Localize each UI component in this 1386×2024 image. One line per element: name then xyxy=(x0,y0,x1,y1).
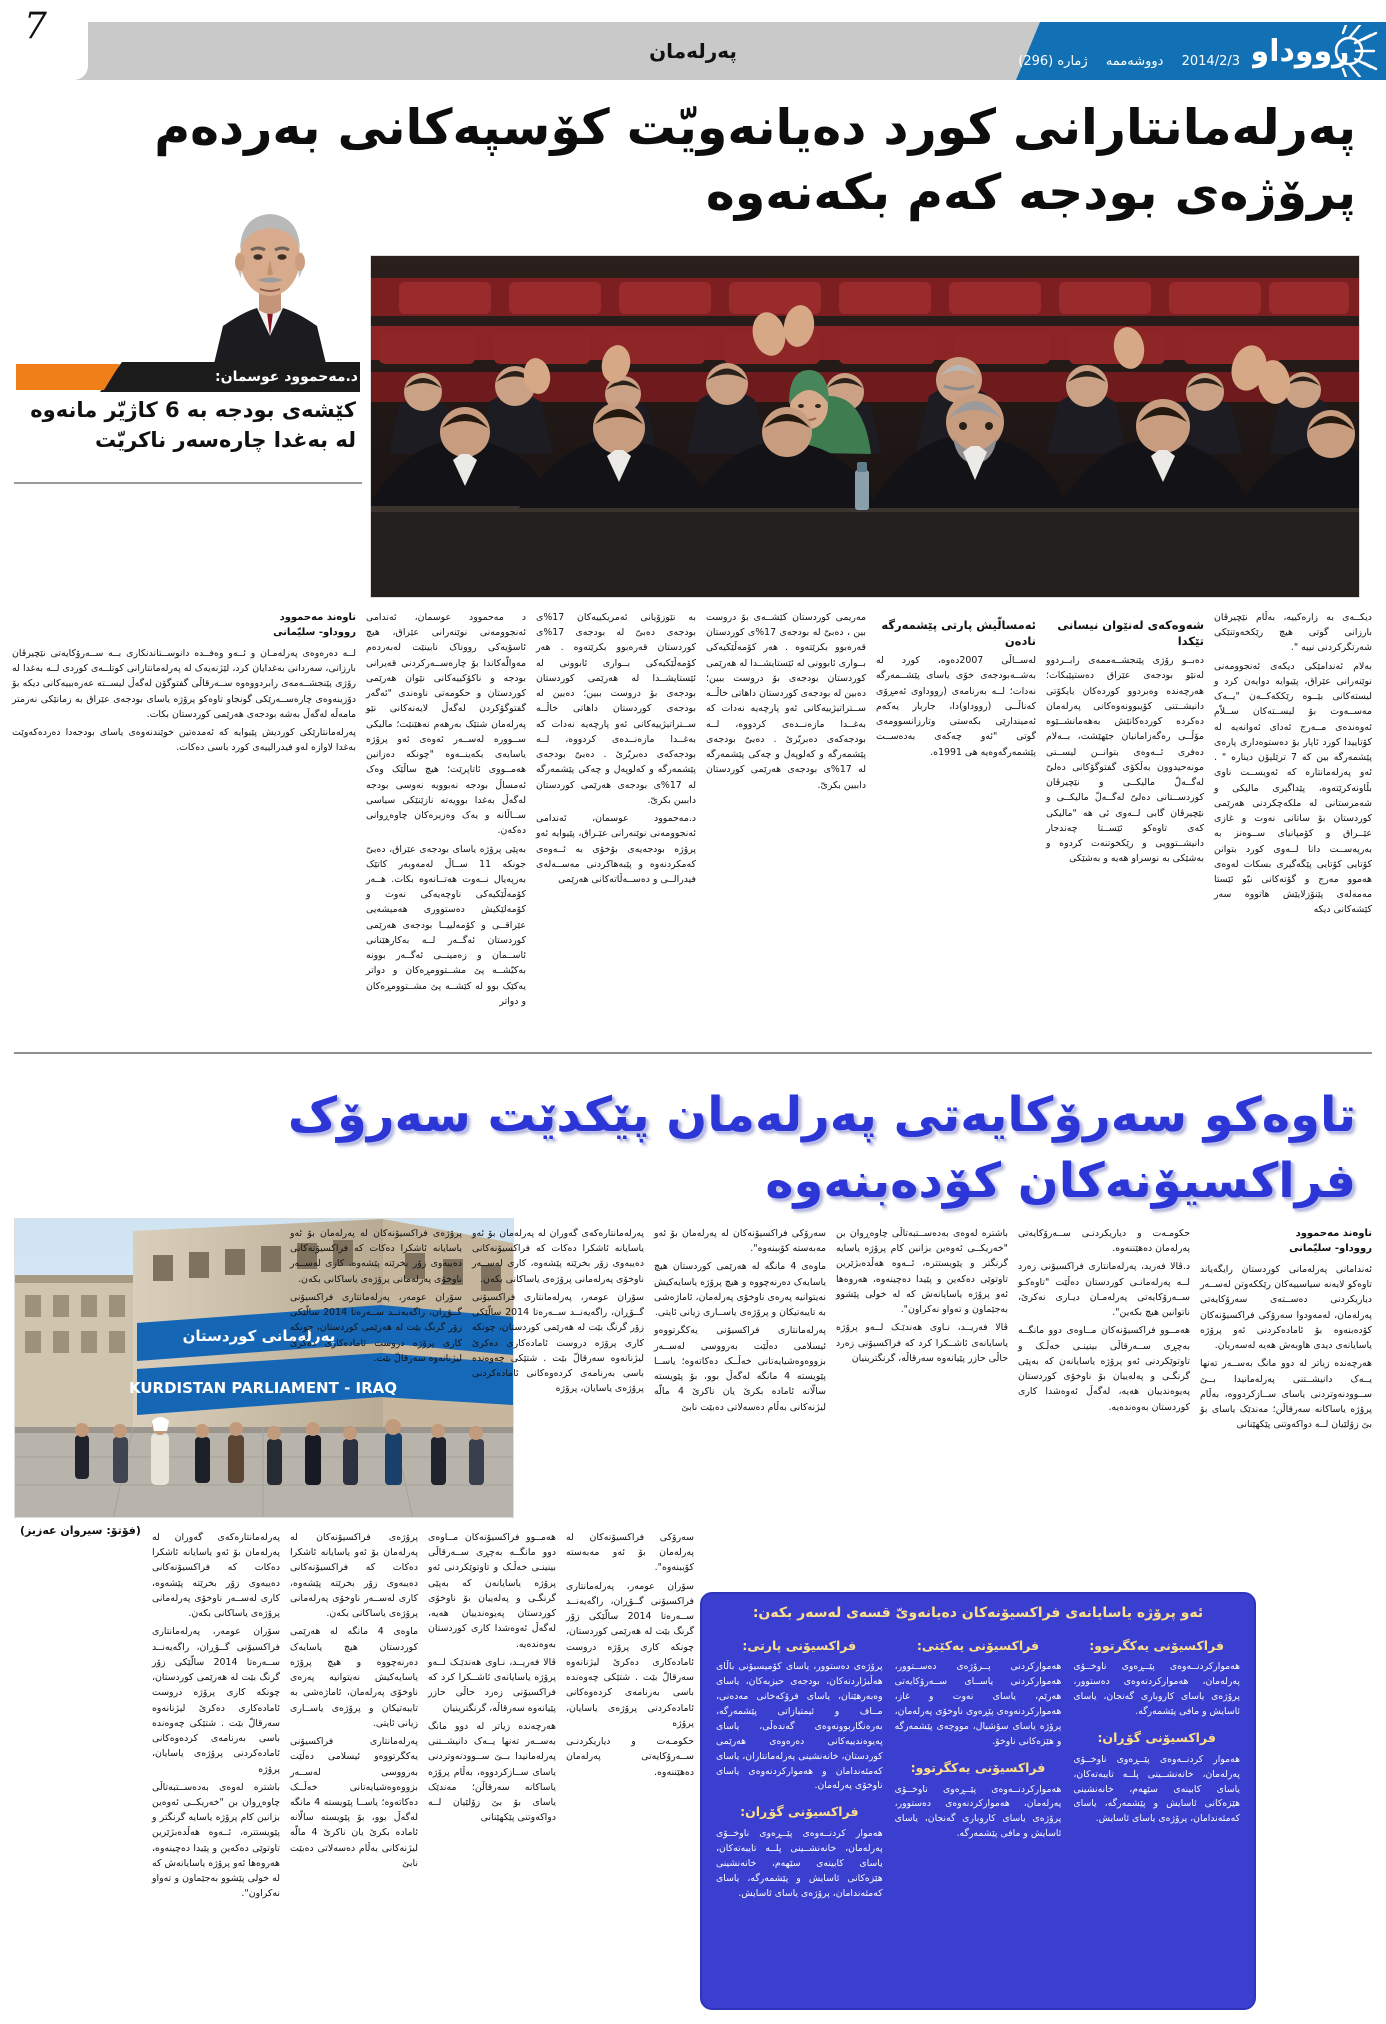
article1-col-7 xyxy=(1214,610,1372,916)
article1-col1-p2: پەرلەمانتارێکی کوردیش پێیوایە کە ئەمدەتین خوێندنەوەی یاسای بودجەدا دەردەکەوێت بەغدا لاوازە لەو فیدرالییەی کورد باسی دەکات. xyxy=(12,727,356,754)
article2-col-4 xyxy=(654,1226,826,1506)
article2-col6-p1: پرۆژەی فراکسیۆنەکان لە پەرلەمان بۆ ئەو یاسایانە ئاشکرا دەکات کە فراکسیۆنەکانی دەیبەوی زۆر بخرێتە پێشەوە، کاری لەســەر ناوخۆی پەرلەمانی پرۆژەی یاساکانی بکەن. xyxy=(290,1228,462,1285)
issue-date: 2014/2/3 xyxy=(1181,54,1240,69)
parliament-session-photo-svg xyxy=(370,256,1359,598)
infobox-heading-yekiti: فراکسیۆنی یەکێتی: xyxy=(916,1637,1040,1653)
article2-col3-p2: ڤالا فەریــد، نـاوی هەندێـک لــەو پرۆژە یاسایانەی ئاشــکرا کرد کە فراکسیۆنی زەرد حاڵی حازر پێیانەوە سەرقاڵە، گرنگترینیان xyxy=(836,1322,1008,1364)
article2-col-7 xyxy=(152,1530,280,2000)
infobox-heading-parti: فراکسیۆنی پارتی: xyxy=(742,1637,857,1653)
article2-col-2 xyxy=(1018,1226,1190,1506)
article2-col-1 xyxy=(1200,1226,1372,1506)
parliament-session-photo xyxy=(370,255,1360,598)
speaker-pull-quote: کێشەی بودجە بە 6 کاژیّر مانەوە لە بەغدا چارەسەر ناکریّت xyxy=(30,398,356,452)
page-number-tab xyxy=(0,0,88,80)
infobox-body-yekiti: هەموارکردنی پــرۆژەی دەســتوور، هەموارکردنی یاســای ســەرۆکایەتی هەرێم، یاسای نەوت و غاز، هەموارکردنەوەی پێڕەوی ناوخۆی پەرلەمان، پرۆژە یاسای سۆشیال، مووچەی پێشمەرگە و هێزەکانی ناوخۆ. xyxy=(894,1661,1062,1747)
article1-col-1 xyxy=(12,610,356,825)
article2-headline-line1: تاوەکو سەرۆکایەتی پەرلەمان پێکدێت سەرۆک xyxy=(287,1087,1356,1143)
article1-col-6 xyxy=(1046,610,1204,865)
infobox-heading-yekgrtu-2: فراکسیۆنی یەکگرتوو: xyxy=(910,1759,1046,1775)
article2-col10-p2: سۆران عومەر، پەرلەمانتاری فراکسیۆنی گــۆڕان، راگەیەنــد ســەرەتا 2014 سالّێکی زۆر گرنگ بێت لە هەرێمی کوردستان، چونکە کاری پرۆژە دروست ئامادەکاری دەکرێ لیژنانەوە سەرقالّ بێت . شتێکی چەوەندە باسی بەرنامەی کردەوەکانی ئامادەکردنی پرۆژەی یاسایان، پرۆژە xyxy=(566,1580,694,1729)
issue-number: ژمارە (296) xyxy=(1018,54,1088,69)
article2-col-9 xyxy=(428,1530,556,2000)
infobox-body-yekgrtu-2: هەموارکردنــەوەی پێــڕەوی ناوخــۆی پەرلەمان، هەموارکردنەوەی دەستوور، پرۆژەی یاسای کاروباری گەنجان، یاسای ئاسایش و مافی پێشمەرگە. xyxy=(894,1783,1062,1840)
quote-divider xyxy=(14,482,362,484)
article2-col4-p1: سەرۆکی فراکسیۆنەکان لە پەرلەمان بۆ ئەو مەبەستە کۆببنەوە". xyxy=(654,1228,826,1255)
section-divider xyxy=(14,1052,1372,1054)
article2-col2-p2: د.ڤالا فەرید، پەرلەمانتاری فراکسیۆنی زەرد لــە پەرلەمانـی کوردستان دەڵێت "تاوەکـو ســەرۆکایەتی پەرلەمـان دیـاری نەکرێ، ناتوانین هیچ بکەین". xyxy=(1018,1261,1190,1319)
article1-headline-line1: پەرلەمانتارانی کورد دەیانەویّت کۆسپەکانی بەردەم xyxy=(154,99,1356,156)
infobox-heading-goran-2: فراکسیۆنی گۆڕان: xyxy=(740,1804,859,1820)
sign-kurdish-text: پەرلەمانی کوردستان xyxy=(182,1327,336,1345)
article2-col8-p2: ماوەی 4 مانگە لە هەرێمی کوردستان هیچ یاسایەک دەرنەچووە و هیچ پرۆژە یاسایەکیش نەیتوانیە پەرەی ناوخۆی پەرلەمان، ئاماژەشی بە تایبەتیکان و پرۆژەی یاســاری زیانی ئایتی. xyxy=(290,1626,419,1729)
article1-col3-p2: د.مەحموود عوسمان، ئەندامی ئەنجوومەنی نوێنەرانی عێـراق، پێیوایە ئەو پرۆژە بودجەیەی بۆخۆی بە ئــەوەی کەمکردنەوە و پێبەهاکردنی مەســەلەی فیدرالــی و دەســەڵاتەکانی هەرێمی xyxy=(536,813,696,885)
infobox-columns xyxy=(716,1638,1240,1912)
article2-byline: ناوەند مەحموود رووداو- سلیّمانی xyxy=(1289,1228,1372,1254)
infobox-body-yekgrtu: هەموارکردنــەوەی پێــڕەوی ناوخــۆی پەرلەمان، هەموارکردنەوەی دەستوور، پرۆژەی یاسای کاروباری گەنجان، یاسای ئاسایش و مافی پێشمەرگە. xyxy=(1073,1661,1240,1718)
rudaw-logo-svg xyxy=(1252,25,1378,77)
article1-col1-p1: لــە دەرەوەی پەرلەمـان و ئــەو وەفــدە دانوســتاندنکاری بــە ســەرۆکایەتی نێچیرڤان بارزانی، سەردانی بەغدایان کرد، لێژنەیەک لە پەرلەمانتارانی کوتلــەی کوردی لــە بەغدا لە رۆژی پێنجشــەمەی رابردووەوە ســەرقاڵی گفتوگۆن لەگەڵ لیســتە عەرەبییەکانی دیکە بۆ دۆزینەوەی چارەســەرێکی گونجاو تاوەکو پرۆژە یاسای بودجەی عێراق بە زمانێکی نەرمتر مامەڵە لەگەڵ بەشە بودجەی هەرێمی کوردستان بکات. xyxy=(12,648,356,720)
article2-col8-p3: پەرلەمانتاری فراکسیۆنی یەکگرتووەو ئیسلامی دەڵێت بەرووسی لەســەر بزووەوەشیایەتانی خەڵــک دەکاتەوە؛ یاســا پێویستە 4 مانگە لەگەڵ بوو، بۆ پێویستە سالّانە ئاماده بکرێ یان ناکرێ 4 مالّە لیژنەکانی بەڵام دەسەلاتی دەبێت نابێ xyxy=(290,1736,418,1869)
article1-col2-p1: د مەحموود عوسمان، ئەندامی ئەنجوومەنی نوێنەرانی عێراق، هیچ ئاسۆیەکی رووناک نابینێت لەبەردەم مەوالّەکاندا بۆ چارەســەرکردنی قەیرانی بودجە و ناکۆکییەکانی نێوان هەرێمی کوردستان و حکومەتی ناوەندی "ئەگەر گفتوگۆکردن لەگەڵ لایەنەکانی نێو پەرلەمان شتێک بەرهەم نەهێنێت؛ مالیکی ســوورە لەســەر ئەوەی ئەو پرۆژە یاسایەی بکەینــەوە "چونکە دەزانین هەمــووی ئاتاپرێت؛ هیچ ساڵێک وەک ئەمساڵ بودجە نەبوویە نەوسی بودجە لەگەڵ بەغدا بوویەتە نازێنێکی سیاسی ســاڵانە و یەک وەزیرەکان چاوەڕوانی دەکەن. xyxy=(366,612,526,837)
infobox-heading-goran: فراکسیۆنی گۆڕان: xyxy=(1097,1729,1216,1745)
photo-credit: (فۆتۆ: سیروان عەزیز) xyxy=(20,1524,141,1537)
article2-col5-p2: سۆران عومەر، پەرلەمانتاری فراکسیۆنی گــۆڕان، راگەیەنــد ســەرەتا 2014 سالّێکی زۆر گرنگ بێت لە هەرێمی کوردستان، چونکە کاری پرۆژە دروست ئامادەکاری دەکرێ لیژنانەوە سەرقالّ بێت . شتێکی چەوەندە باسی بەرنامەی کردەوەکانی ئامادەکردنی پرۆژەی یاسایان، پرۆژە xyxy=(472,1291,644,1395)
infobox-title: ئەو پرۆژە یاسایانەی فراکسیۆنەکان دەیانەویّ قسەی لەسەر بکەن: xyxy=(752,1605,1204,1621)
article2-headline-line2: فراکسیۆنەکان کۆدەبنەوە xyxy=(765,1153,1356,1210)
article2-col3-p1: باشترە لەوەی بەدەســتبەتاڵی چاوەڕوان بن "خەریکــی ئەوەین بزانین کام پرۆژە یاسایە گرنگتر و پێویستترە، ئــەوە هەڵدەبژێرین تاوتوێی دەکەین و پێیدا دەچینەوە، هەروەها ئەو پرۆژە یاسایانەش کە لە خولی پێشوو بەجێماون و تەواو نەکراون". xyxy=(836,1228,1008,1316)
speaker-portrait xyxy=(205,186,335,368)
article1-headline-line2: پرۆژەی بودجە کەم بکەنەوە xyxy=(705,163,1356,221)
speaker-portrait-svg xyxy=(205,186,335,368)
article2-col1-p2: هەرچەندە زیاتر لە دوو مانگ بەســەر تەنها یــەک دانیشــتنی پەرلەمانیدا بــێ ســوودنەوتردنی یاسای ســازکردووە، بەڵام پرۆژە یاساکانە سەرقاڵن؛ مەندێک یاسای بۆ بێ زۆلێیان لــە دواکەوتنی پێکهێنانی xyxy=(1200,1358,1372,1431)
article1-col7-p1: دیکــەی بە زارەکییە، بەڵام نێچیرڤان بارزانی گوتی هیچ رێکخەوتنێکی شەرتگرکردنی نییە ". xyxy=(1214,612,1372,654)
article1-col-3 xyxy=(536,610,696,885)
sign-english-text: KURDISTAN PARLIAMENT - IRAQ xyxy=(128,1379,398,1397)
infobox-col-left xyxy=(1073,1638,1240,1912)
article2-col7-p1: پەرلەمانتارەکەی گەوران لە پەرلەمان بۆ ئەو یاسایانە ئاشکرا دەکات کە فراکسیۆنەکانی دەیبەوی زۆر بخرێتە پێشەوە، کاری لەســەر ناوخۆی پەرلەمانی پرۆژەی یاساکانی بکەن. xyxy=(152,1532,280,1620)
article1-col6-heading: شەوەکەی لەنێوان نیسانی تێکدا xyxy=(1057,618,1204,649)
article1-col5-p1: لەســاڵی 2007دەوە، کورد لە بەشــەبودجەی خۆی یاسای پێشــمەرگە نەدات؛ لــە بەرنامەی (رووداوی ئەمڕۆی کەناڵــی (رووداو)دا، جاربار یەکەم ئەمیندارێی بکەستی وتارزانسوومەی گوتی "ئەو چەکەی بەدەســت پێشمەرگەوەیە هی 1991ە. xyxy=(876,655,1036,758)
section-title: پەرلەمان xyxy=(649,39,737,63)
article2-col-8 xyxy=(290,1530,418,2000)
article1-col3-p1: بە نێوزۆیانی ئەمریکییەکان 17%ی بودجەی دەبیّ لە بودجەی 17%ی کوردستان قەرەبوو بکرێتەوە . هەر کۆمەڵێکیەکی بــواری ئابوونی لە ئێستایشــدا لە هەرێمی کوردستان بودجەی بۆ دروست ببین؛ دەبین لە بودجەی کوردستان داهاتی خاڵــە ســتراتیژییەکانی ئەو پارچەیە نەدات کە بەغــدا مازەنــدەی کردووە، لــە بودجەکەی دەبریّرێ . دەبیّ بودجەی پێشمەرگە و کەلوپەل و چەکی پێشمەرگە لە 17%ی بودجەی هەرێمی کوردستان داببین بکریّ. xyxy=(536,612,696,806)
article2-col7-p2: سۆران عومەر، پەرلەمانتاری فراکسیۆنی گــۆڕان، راگەیەنــد ســەرەتا 2014 سالّێکی زۆر گرنگ بێت لە هەرێمی کوردستان، چونکە کاری پرۆژە دروست ئامادەکاری دەکرێ لیژنانەوە سەرقالّ بێت . شتێکی چەوەندە باسی بەرنامەی کردەوەکانی ئامادەکردنی پرۆژەی یاسایان، پرۆژە xyxy=(152,1626,280,1775)
infobox-body-goran-2: هەموار کردنــەوەی پێــڕەوی ناوخــۆی پەرلەمان، خانەنشــینی پلــە تایبەتەکان، یاسای کابینەی سێهەم، خانەنشینی هێزەکانی ئاسایش و پێشمەرگە، یاسای کەمئەندامان، پرۆژەی یاسای ئاسایش. xyxy=(715,1828,883,1899)
article2-col7-p3: باشترە لەوەی بەدەســتبەتاڵی چاوەڕوان بن "خەریکــی ئەوەین بزانین کام پرۆژە یاسایە گرنگتر و پێویستترە، ئــەوە هەڵدەبژێرین تاوتوێی دەکەین و پێیدا دەچینەوە، هەروەها ئەو پرۆژە یاسایانەش کە لە خولی پێشوو بەجێماون و تەواو نەکراون". xyxy=(152,1781,280,1900)
article1-col4-p1: مەریمی کوردستان کێشــەی بۆ دروست بین ، دەبیّ لە بودجەی 17%ی کوردستان قەرەبوو بکرێتەوە . هەر کۆمەڵێکیەکی بــواری ئابوونی لە ئێستایشــدا لە هەرێمی کوردستان بودجەی بۆ دروست ببین؛ دەبین لە بودجەی کوردستان داهاتی خاڵــە ســتراتیژییەکانی ئەو پارچەیە نەدات کە بەغــدا مازەنــدەی کردووە، لــە بودجەکەی دەبریّرێ . دەبیّ بودجەی پێشمەرگە و کەلوپەل و چەکی پێشمەرگە لە 17%ی بودجەی هەرێمی کوردستان داببین بکریّ. xyxy=(706,612,866,791)
article2-col1-p1: ئەندامانی پەرلەمانی کوردستان رایگەیاند تاوەکو لایەنە سیاسییەکان رێککەوتن لەســەر دیاریکردنی دەســتەی سەرۆکایەتی پەرلەمان، لەمەودوا سەرۆکی فراکسیۆنەکان کۆدەبنەوە بۆ ئامادەکردنی ئەو پرۆژە یاسایانەی دیدی هاوبەش هەیە لەسەریان. xyxy=(1200,1264,1372,1352)
issue-weekday: دووشەممە xyxy=(1105,54,1164,69)
article1-col-2 xyxy=(366,610,526,1007)
article2-col5-p1: پەرلەمانتارەکەی گەوران لە پەرلەمان بۆ ئەو یاسایانە ئاشکرا دەکات کە فراکسیۆنەکانی دەیبەوی زۆر بخرێتە پێشەوە، کاری لەســەر ناوخۆی پەرلەمانی پرۆژەی یاساکانی بکەن. xyxy=(472,1228,644,1285)
article1-col7-p2: بەلام ئەندامێکی دیکەی ئەنجوومەنی نوێنەرانی عێراق، پێیوایە دوایەن کرد و لیستەکانی بێــوە رێککەکــەن "یــەک مەســەوت بۆ لیســتەکان ســلاّم ئەوەندەی مــەرج ئەدای ئەوانەیە لە کۆتاییدا کورد ئاپار بۆ دەستوەداری پارەی پێشمەرگە بین کە 7 ترێلیۆن دینارە " . ئەو پەرلەمانتارە کە ئەویســت ناوی بڵاونەکرێتەوە، پێداگیری مالیکی و شەمرستانی لە ملکەچکردنی هەرێمی کوردستان بۆ ساتانی نەوت و غازی عێــراق و کۆمپانیای ســوەنز بە بەرپەســت دانا لــەوی کورد بتوانن کۆتایی کۆتایی پێگەگیری بسکات لەوەی هەموو مەرج و گۆتەکانی نیّو ئێستا مەمەلەی پێنۆزلایێش هاتووە سەر کێشەکانی دیکە xyxy=(1214,660,1372,916)
article2-col9-p2: ڤالا فەریــد، نـاوی هەندێـک لــەو پرۆژە یاسایانەی ئاشــکرا کرد کە فراکسیۆنی زەرد حاڵی حازر پێیانەوە سەرقاڵە، گرنگترینیان xyxy=(428,1656,556,1714)
article2-headline xyxy=(26,1082,1356,1214)
infobox-body-parti: پرۆژەی دەستوور، یاسای کۆمیسیۆنی باڵای هەڵبژاردنەکان، بودجەی حیزبەکان، یاسای وەبەرهێنان، یاسای فرۆکەخانی مەدەنی، مــاف و ئیمتیازاتی پێشمەرگە، بەرەنگاربوونەوەی گەندەڵی، یاسای پەیوەندییەکانی دەرەوەی هەرێمی کوردستان، خانەنشینی پەرلەمانتاران، یاسای کەمئەندامان و هەموارکردنەوەی یاسای ناوخۆی پەرلەمان. xyxy=(715,1661,883,1792)
article2-col-3 xyxy=(836,1226,1008,1506)
article1-byline: ناوەند مەحموود رووداو- سلیّمانی xyxy=(273,612,356,638)
speaker-name-bar xyxy=(8,362,360,392)
article2-col8-p1: پرۆژەی فراکسیۆنەکان لە پەرلەمان بۆ ئەو یاسایانە ئاشکرا دەکات کە فراکسیۆنەکانی دەیبەوی زۆر بخرێتە پێشەوە، کاری لەســەر ناوخۆی پەرلەمانی پرۆژەی یاساکانی بکەن. xyxy=(290,1532,418,1620)
rudaw-logo xyxy=(1252,25,1378,77)
article2-col4-p3: پەرلەمانتاری فراکسیۆنی یەکگرتووەو ئیسلامی دەڵێت بەرووسی لەســەر بزووەوەشیایەتانی خەڵــک دەکاتەوە؛ یاســا پێویستە 4 مانگە لەگەڵ بوو، بۆ پێویستە سالّانە ئاماده بکرێ یان ناکرێ 4 مالّە لیژنەکانی بەڵام دەسەلاتی دەبێت نابێ xyxy=(654,1325,826,1413)
article2-col-5 xyxy=(472,1226,644,1506)
article2-col6-p2: سۆران عومەر، پەرلەمانتاری فراکسیۆنی گــۆڕان، راگەیەنــد ســەرەتا 2014 سالّێکی زۆر گرنگ بێت لە هەرێمی کوردستان، چونکە کاری پرۆژە دروست ئامادەکاری دەکرێ لیژنانەوە سەرقالّ بێت. xyxy=(290,1291,462,1364)
article2-col-6 xyxy=(290,1226,462,1506)
article2-col2-p3: هەمــوو فراکسیۆنەکان مــاوەی دوو مانگــە بەچڕی ســەرقاڵی بینینـی خەڵـک و تاوتوێکردنی ئەو پرۆژە یاسایانەن کە بەپێی گرنگـی و پەلەییان بۆ ناوخۆی کوردستان پەیوەندییان هەیە، لەگەڵ ئەوەشدا کاری کوردستان بەوەندەیە. xyxy=(1018,1325,1190,1413)
article1-col2-p2: بەپێی پرۆژە یاسای بودجەی عێراق، دەبیّ جونکە 11 ســاڵ لەمەوبەر کاتێک بەرپەیال نــەوت هەتــانەوە بکات. هــەر کۆمەڵێکیەکی ناوچەیەکی نەوت و کۆمەلێکیش دەستووری هەمیشەیی عێراقــی و کۆمەلییــا بودجەی هەرێمی کوردستان ئەگــەر لــە بەکارهێنانی ئاســمان و زەمینــی ئەگــەر بوونە بەکیّشــە پێ مشــتوومڕەکان و دواتر یەکێک بوو لە کێشــە پێ مشــتوومڕەکان و دواتر xyxy=(366,843,526,1007)
masthead xyxy=(0,6,1386,80)
article2-col2-p1: حکومـەت و دیاریکردنـی ســەرۆکایەتی پەرلەمان دەهێننەوە. xyxy=(1018,1228,1190,1255)
rudaw-logo-text: رووداو xyxy=(1252,34,1350,69)
article2-col-10 xyxy=(566,1530,694,2000)
article2-col9-p1: هەمــوو فراکسیۆنەکان مــاوەی دوو مانگــە بەچڕی ســەرقاڵی بینینـی خەڵـک و تاوتوێکردنی ئەو پرۆژە یاسایانەن کە بەپێی گرنگـی و پەلەییان بۆ ناوخۆی کوردستان پەیوەندییان هەیە، لەگەڵ ئەوەشدا کاری کوردستان بەوەندەیە. xyxy=(428,1532,556,1650)
article1-col-5 xyxy=(876,610,1036,825)
article1-col5-heading: ئەمسالّیش پارتی پێشمەرگە نادەن xyxy=(881,618,1036,649)
infobox-body-goran: هەموار کردنــەوەی پێــڕەوی ناوخــۆی پەرلەمان، خانەنشــینی پلــە تایبەتەکان، یاسای کابینەی سێهەم، خانەنشینی هێزەکانی ئاسایش و پێشمەرگە، یاسای کەمئەندامان، پرۆژەی یاسای ئاسایش. xyxy=(1073,1753,1240,1825)
article1-col-4 xyxy=(706,610,866,825)
fraction-laws-infobox xyxy=(700,1592,1256,2010)
speaker-name: د.مەحموود عوسمان: xyxy=(215,369,358,385)
infobox-col-right xyxy=(716,1638,883,1912)
article2-col10-p1: سەرۆکی فراکسیۆنەکان لە پەرلەمان بۆ ئەو مەبەستە کۆببنەوە". xyxy=(566,1532,694,1574)
infobox-heading-yekgrtu: فراکسیۆنی یەکگرتوو: xyxy=(1089,1637,1225,1653)
infobox-col-middle xyxy=(895,1638,1062,1912)
page-number: 7 xyxy=(24,6,47,47)
masthead-meta xyxy=(1018,54,1254,69)
article2-col9-p3: هەرچەندە زیاتر لە دوو مانگ بەســەر تەنها یــەک دانیشــتنی پەرلەمانیدا بــێ ســوودنەوتردنی یاسای ســازکردووە، بەڵام پرۆژە یاساکانە سەرقاڵن؛ مەندێک یاسای بۆ بێ زۆلێیان لــە دواکەوتنی پێکهێنانی xyxy=(428,1720,556,1824)
article2-col4-p2: ماوەی 4 مانگە لە هەرێمی کوردستان هیچ یاسایەک دەرنەچووە و هیچ پرۆژە یاسایەکیش نەیتوانیە پەرەی ناوخۆی پەرلەمان، ئاماژەشی بە تایبەتیکان و پرۆژەی یاســاری زیانی ئایتی. xyxy=(654,1261,826,1319)
article1-col6-p1: دەبــو رۆژی پێنجشــەممەی رابــردوو لەنێو بودجەی عێراق دەستپێبکات؛ هەرچەندە وەبردوو کوردەکان بایکۆتی دانیشــتنی کۆیبوونەوەکانی پەرلەمان دەکردە کوردەکانێش بەهەمانشــێوە مۆڵــی رەگەزامانیان جێهێشت، بــەلام دەفری ئــەوەی بتوانــن لیســتی مونەحیدوون بەڵکۆی گفتوگۆکانی دەلیّ لەگــەلّ مالیکــی و نێچیرڤان کوردســتانی دەلیّ لەگــەلّ مالیکــی و نێچیرڤان گابی لــەوی ئی هە "مالیکی کەی تاوەکو ئێســتا چەندجار دانیشــتوویی و رێکخوتنەت کردوە و بەشێکی بە نوسراو هەیە و بەشێکی xyxy=(1046,655,1204,865)
speaker-name-bar-accent xyxy=(16,364,120,390)
article2-col10-p3: حکومـەت و دیاریکردنـی ســەرۆکایەتی پەرلەمان دەهێننەوە. xyxy=(566,1736,694,1778)
